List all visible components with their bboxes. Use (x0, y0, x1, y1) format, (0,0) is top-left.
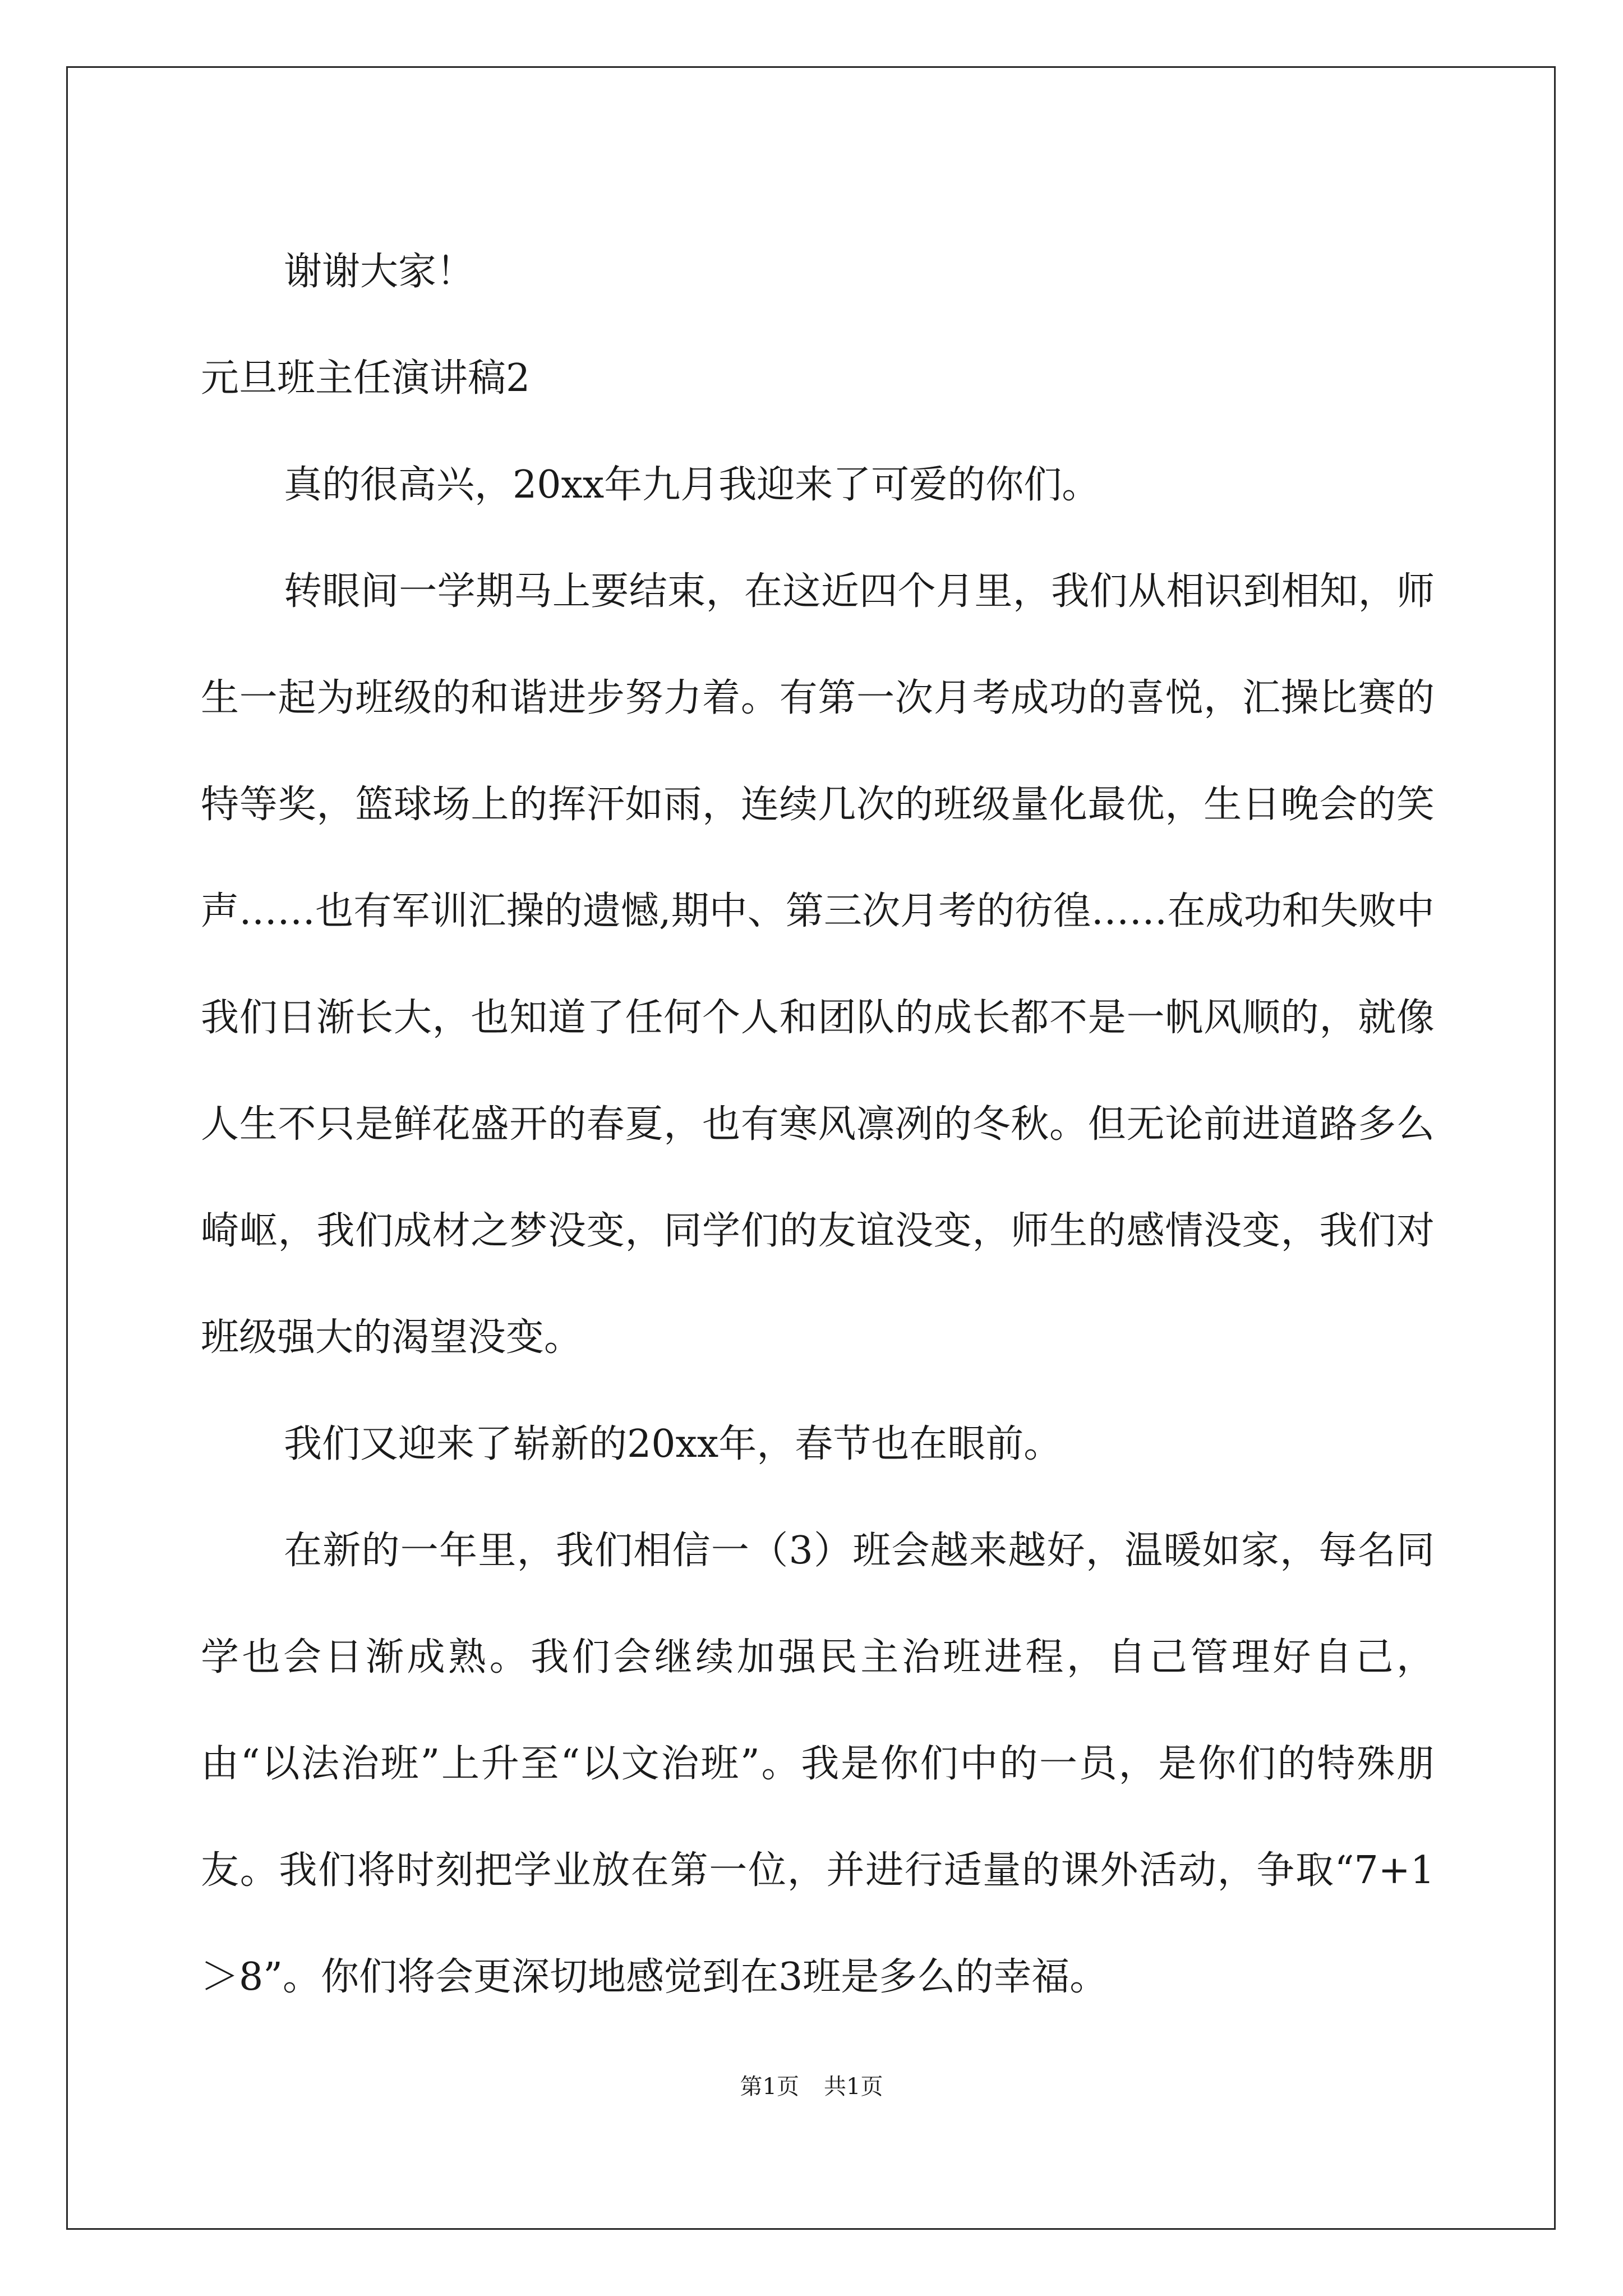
paragraph-intro: 真的很高兴，20xx年九月我迎来了可爱的你们。 (284, 463, 1100, 507)
paragraph-semester-review: 转眼间一学期马上要结束，在这近四个月里，我们从相识到相知，师生一起为班级的和谐进步努力着。有第一次月考成功的喜悦，汇操比赛的特等奖，篮球场上的挥汗如雨，连续几次的班级量化最优，生日晚会的笑声……也有军训汇操的遗憾,期中、第三次月考的彷徨……在成功和失败中我们日渐长大，也知道了任何个人和团队的成长都不是一帆风顺的，就像人生不只是鲜花盛开的春夏，也有寒风凛冽的冬秋。但无论前进道路多么崎岖，我们成材之梦没变，同学们的友谊没变，师生的感情没变，我们对班级强大的渴望没变。 (201, 569, 1435, 1360)
paragraph-thanks: 谢谢大家！ (284, 250, 475, 294)
page-total: 共1页 (824, 2074, 883, 2100)
page-number: 第1页 (740, 2074, 799, 2100)
document-body (201, 219, 1435, 2031)
page-footer (0, 2070, 1623, 2104)
section-heading: 元旦班主任演讲稿2 (201, 356, 531, 401)
paragraph-outlook: 在新的一年里，我们相信一（3）班会越来越好，温暖如家，每名同学也会日渐成熟。我们会继续加强民主治班进程，自己管理好自己，由“以法治班”上升至“以文治班”。我是你们中的一员，是你们的特殊朋友。我们将时刻把学业放在第一位，并进行适量的课外活动，争取“7+1＞8”。你们将会更深切地感觉到在3班是多么的幸福。 (201, 1529, 1435, 1999)
paragraph-new-year: 我们又迎来了崭新的20xx年，春节也在眼前。 (284, 1422, 1062, 1466)
